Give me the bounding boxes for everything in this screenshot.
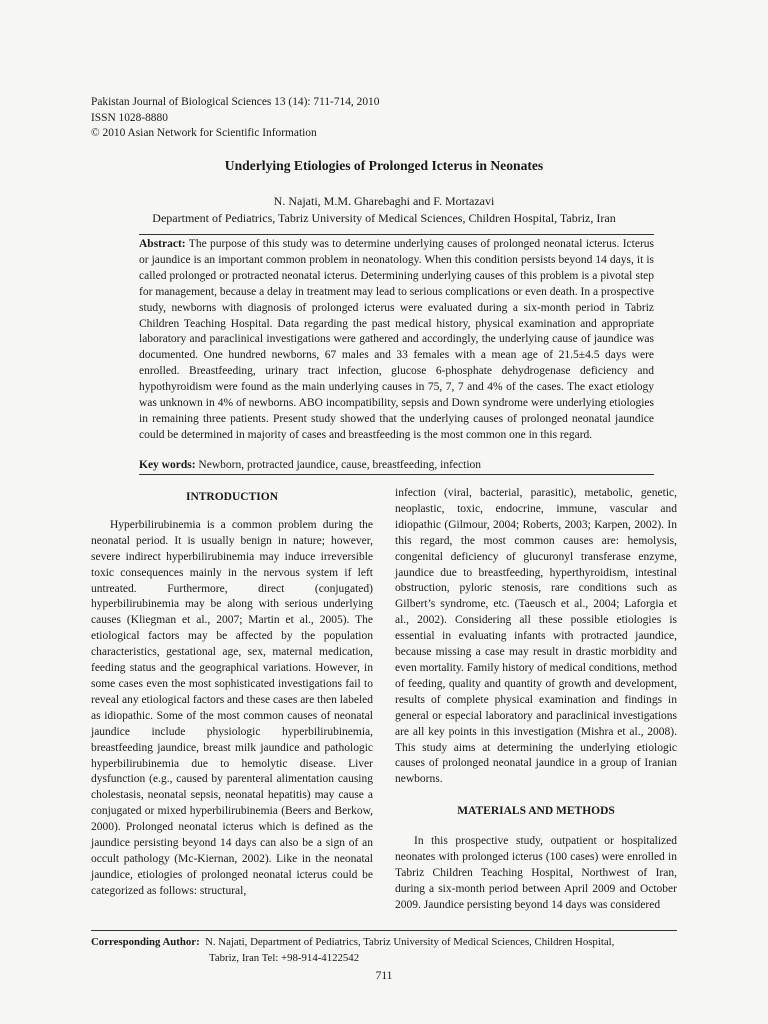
left-column [91,486,373,900]
abstract-top-rule [139,234,654,235]
introduction-paragraph-1: Hyperbilirubinemia is a common problem during the neonatal period. It is usually benign in nature; however, severe indirect hyperbilirubinemia may induce irreversible toxic consequences mainly in the nervous system if left untreated. Furthermore, direct (conjugated) hyperbilirubinemia may be along with serious underlying causes (Kliegman et al., 2007; Martin et al., 2005). The etiological factors may be affected by the population characteristics, gestational age, sex, maternal medication, feeding status and the geographical variations. However, in some cases even the most sophisticated investigations fail to reveal any etiological factors and these cases are then labeled as idiopathic. Some of the most common causes of neonatal jaundice include physiologic hyperbilirubinemia, breastfeeding jaundice, breast milk jaundice and pathologic hyperbilirubinemia due to hemolytic disease. Liver dysfunction (e.g., caused by parenteral alimentation causing cholestasis, neonatal sepsis, neonatal hepatitis) may cause a conjugated or mixed hyperbilirubinemia (Beers and Berkow, 2000). Prolonged neonatal icterus which is defined as the jaundice persisting beyond 14 days can also be a sign of an occult pathology (Mc-Kiernan, 2002). Like in the neonatal jaundice, etiologies of prolonged neonatal icterus could be categorized as follows: structural, [91,518,373,897]
author-names: N. Najati, M.M. Gharebaghi and F. Mortazavi [273,194,495,208]
corresponding-author-line-2: Tabriz, Iran Tel: +98-914-4122542 [209,951,360,964]
journal-header [91,95,379,142]
corresponding-author [91,935,614,966]
abstract-label: Abstract: [139,238,186,250]
introduction-heading: INTRODUCTION [185,491,278,503]
keywords-text: Newborn, protracted jaundice, cause, breastfeeding, infection [198,459,482,471]
journal-issn: ISSN 1028-8880 [91,111,168,124]
abstract [139,237,654,444]
keywords-label: Key words: [139,459,196,471]
methods-heading: MATERIALS AND METHODS [457,805,615,818]
author-block [0,193,768,226]
author-affiliation: Department of Pediatrics, Tabriz University of Medical Sciences, Children Hospital, Tabriz, Iran [152,210,616,225]
footnote-rule [91,930,677,931]
keywords-bottom-rule [139,474,654,475]
journal-copyright: © 2010 Asian Network for Scientific Information [91,127,317,139]
methods-paragraph-1: In this prospective study, outpatient or hospitalized neonates with prolonged icterus (100 cases) were enrolled in Tabriz Children Teaching Hospital, Northwest of Iran, during a six-month period between April 2009 and October 2009. Jaundice persisting beyond 14 days was considered [395,835,677,911]
corresponding-author-label: Corresponding Author: [91,936,200,948]
page-number: 711 [375,970,393,982]
article-title: Underlying Etiologies of Prolonged Icterus in Neonates [224,158,544,173]
keywords [139,459,481,471]
introduction-paragraph-2: infection (viral, bacterial, parasitic), metabolic, genetic, neoplastic, toxic, endocrine, immune, vascular and idiopathic (Gilmour, 2004; Roberts, 2003; Karpen, 2002). In this regard, the most common causes are: hemolysis, congenital deficiency of glucuronyl transferase enzyme, jaundice due to breastfeeding, hyperthyroidism, intestinal obstruction, pyloric stenosis, rare conditions such as Gilbert’s syndrome, etc. (Taeusch et al., 2004; Laforgia et al., 2002). Considering all these possible etiologies is essential in evaluating infants with protracted jaundice, because missing a case may result in drastic morbidity and even mortality. Family history of medical conditions, method of feeding, quality and quantity of growth and development, results of complete physical examination and findings in general or especial laboratory and paraclinical investigations are all key points in this investigation (Mishra et al., 2008). This study aims at determining the underlying etiologic causes of prolonged neonatal jaundice in a group of Iranian newborns. [395,487,677,786]
journal-citation: Pakistan Journal of Biological Sciences 13 (14): 711-714, 2010 [91,96,380,108]
corresponding-author-line-1: N. Najati, Department of Pediatrics, Tabriz University of Medical Sciences, Children Hospital, [205,936,615,948]
right-column [395,486,677,914]
abstract-text: The purpose of this study was to determine underlying causes of prolonged neonatal icterus. Icterus or jaundice is an important common problem in neonatology. When this condition persists beyond 14 days, it is called prolonged or protracted neonatal icterus. Determining underlying causes of this problem is a pivotal step for management, because a delay in treatment may lead to serious complications or even death. In a prospective study, newborns with diagnosis of prolonged icterus were evaluated during a six-month period in Tabriz Children Teaching Hospital. Data regarding the past medical history, physical examination and appropriate laboratory and paraclinical investigations were gathered and accordingly, the underlying cause of jaundice was documented. One hundred newborns, 67 males and 33 females with a mean age of 21.5±4.5 days were enrolled. Breastfeeding, urinary tract infection, glucose 6-phosphate dehydrogenase deficiency and hypothyroidism were found as the main underlying causes in 75, 7, 7 and 4% of the cases. The exact etiology was unknown in 4% of newborns. ABO incompatibility, sepsis and Down syndrome were underlying etiologies in remaining three patients. Present study showed that the underlying causes of prolonged neonatal jaundice could be determined in majority of cases and breastfeeding is the most common one in this regard. [139,238,655,441]
